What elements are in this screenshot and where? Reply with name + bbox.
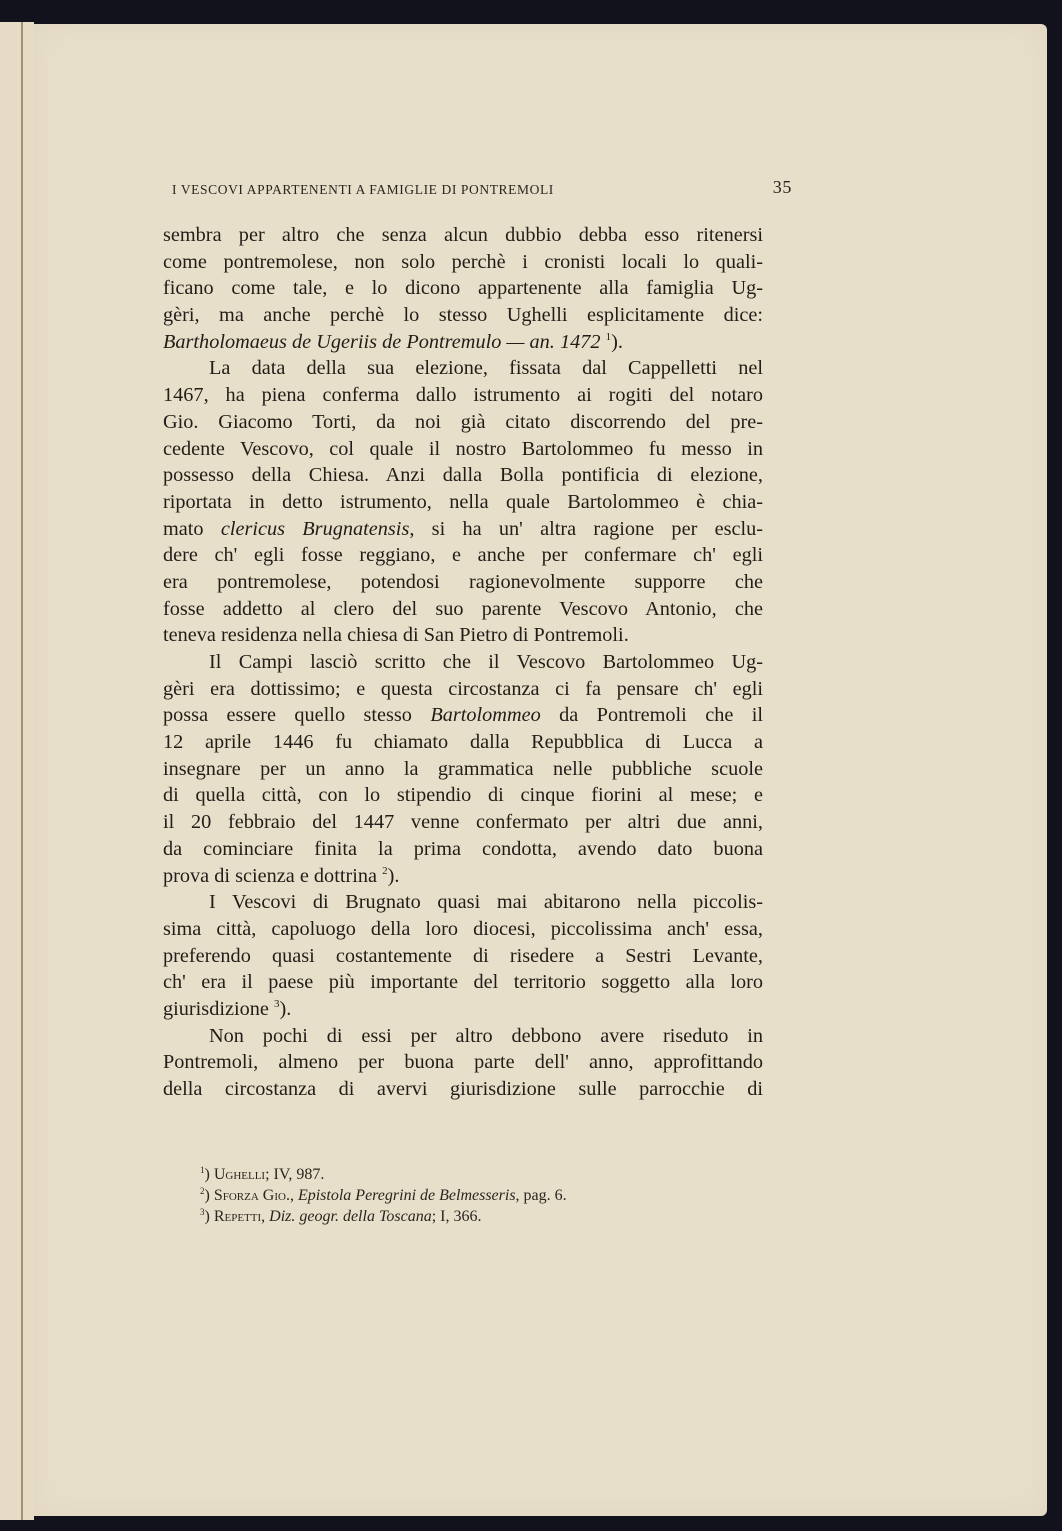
text-line: sima città, capoluogo della loro diocesi, piccolissima anch' essa, <box>163 917 763 940</box>
footnote-3: $^3$) Repetti, Diz. geogr. della Toscana; I, 366. <box>200 1207 482 1225</box>
text-line: della circostanza di avervi giurisdizione sulle parrocchie di <box>163 1078 763 1100</box>
italic-name: Bartolommeo <box>430 704 541 727</box>
text-line: sembra per altro che senza alcun dubbio debba esso ritenersi <box>163 224 763 246</box>
paragraph-start-line: La data della sua elezione, fissata dal Cappelletti nel <box>209 357 763 380</box>
text-line: era pontremolese, potendosi ragionevolmente supporre che <box>163 570 763 593</box>
paragraph-start-line: I Vescovi di Brugnato quasi mai abitarono nella piccolis- <box>209 891 763 914</box>
running-head <box>172 177 792 200</box>
footnotes <box>200 1164 720 1227</box>
text-line: gèri, ma anche perchè lo stesso Ughelli esplicitamente dice: <box>163 304 763 327</box>
text-line: mato clericus Brugnatensis, si ha un' altra ragione per esclu- <box>163 517 764 540</box>
text-line: gèri era dottissimo; e questa circostanza ci fa pensare ch' egli <box>163 677 763 700</box>
footnote-ref: 2 <box>382 864 388 877</box>
text-line: ficano come tale, e lo dicono appartenente alla famiglia Ug- <box>163 277 763 300</box>
footnote-ref: 1 <box>605 330 612 343</box>
text-line: preferendo quasi costantemente di risedere a Sestri Levante, <box>163 944 763 967</box>
text-line: 1467, ha piena conferma dallo istrumento ai rogiti del notaro <box>163 384 763 407</box>
running-head-title: I VESCOVI APPARTENENTI A FAMIGLIE DI PONTREMOLI <box>172 182 554 197</box>
latin-citation: Bartholomaeus de Ugeriis de Pontremulo — an. 1472 <box>163 330 601 353</box>
text-line: ch' era il paese più importante del territorio soggetto alla loro <box>163 971 763 994</box>
text-line: insegnare per un anno la grammatica nelle pubbliche scuole <box>163 757 763 780</box>
previous-page-edge <box>0 22 34 1520</box>
paragraph-start-line: Non pochi di essi per altro debbono avere riseduto in <box>209 1024 763 1047</box>
text-line: Pontremoli, almeno per buona parte dell' anno, approfittando <box>163 1051 763 1074</box>
text-line: Gio. Giacomo Torti, da noi già citato discorrendo del pre- <box>163 410 763 433</box>
text-line: il 20 febbraio del 1447 venne confermato per altri due anni, <box>163 811 763 834</box>
text-line: possa essere quello stesso Bartolommeo da Pontremoli che il <box>163 704 763 727</box>
page-number: 35 <box>772 177 792 197</box>
footnote-2: $^2$) Sforza Gio., Epistola Peregrini de Belmesseris, pag. 6. <box>200 1186 567 1204</box>
footnote-1: $^1$) Ughelli; IV, 987. <box>200 1165 325 1183</box>
text-line: come pontremolese, non solo perchè i cronisti locali lo quali- <box>163 250 763 273</box>
text-line: da cominciare finita la prima condotta, avendo dato buona <box>163 837 763 860</box>
text-line: di quella città, con lo stipendio di cinque fiorini al mese; e <box>163 784 763 807</box>
latin-term: clericus Brugnatensis <box>220 517 410 540</box>
body-text <box>163 222 763 1103</box>
paragraph-start-line: Il Campi lasciò scritto che il Vescovo Bartolommeo Ug- <box>209 651 763 673</box>
text-line: teneva residenza nella chiesa di San Pietro di Pontremoli. <box>163 624 629 647</box>
text-line: 12 aprile 1446 fu chiamato dalla Repubblica di Lucca a <box>163 731 763 754</box>
text-line: cedente Vescovo, col quale il nostro Bartolommeo fu messo in <box>163 437 763 460</box>
footnote-ref: 3 <box>273 997 280 1010</box>
text-line: riportata in detto istrumento, nella quale Bartolommeo è chia- <box>163 490 763 513</box>
text-line: prova di scienza e dottrina $^2$). <box>163 864 400 887</box>
text-line: giurisdizione $^3$). <box>163 997 292 1020</box>
text-line: fosse addetto al clero del suo parente Vescovo Antonio, che <box>163 597 763 620</box>
text-line: dere ch' egli fosse reggiano, e anche per confermare ch' egli <box>163 544 763 567</box>
book-spine-line <box>21 22 23 1520</box>
text-line: Bartholomaeus de Ugeriis de Pontremulo — an. 1472 $^1$). <box>163 330 623 353</box>
text-line: possesso della Chiesa. Anzi dalla Bolla pontificia di elezione, <box>163 464 763 487</box>
